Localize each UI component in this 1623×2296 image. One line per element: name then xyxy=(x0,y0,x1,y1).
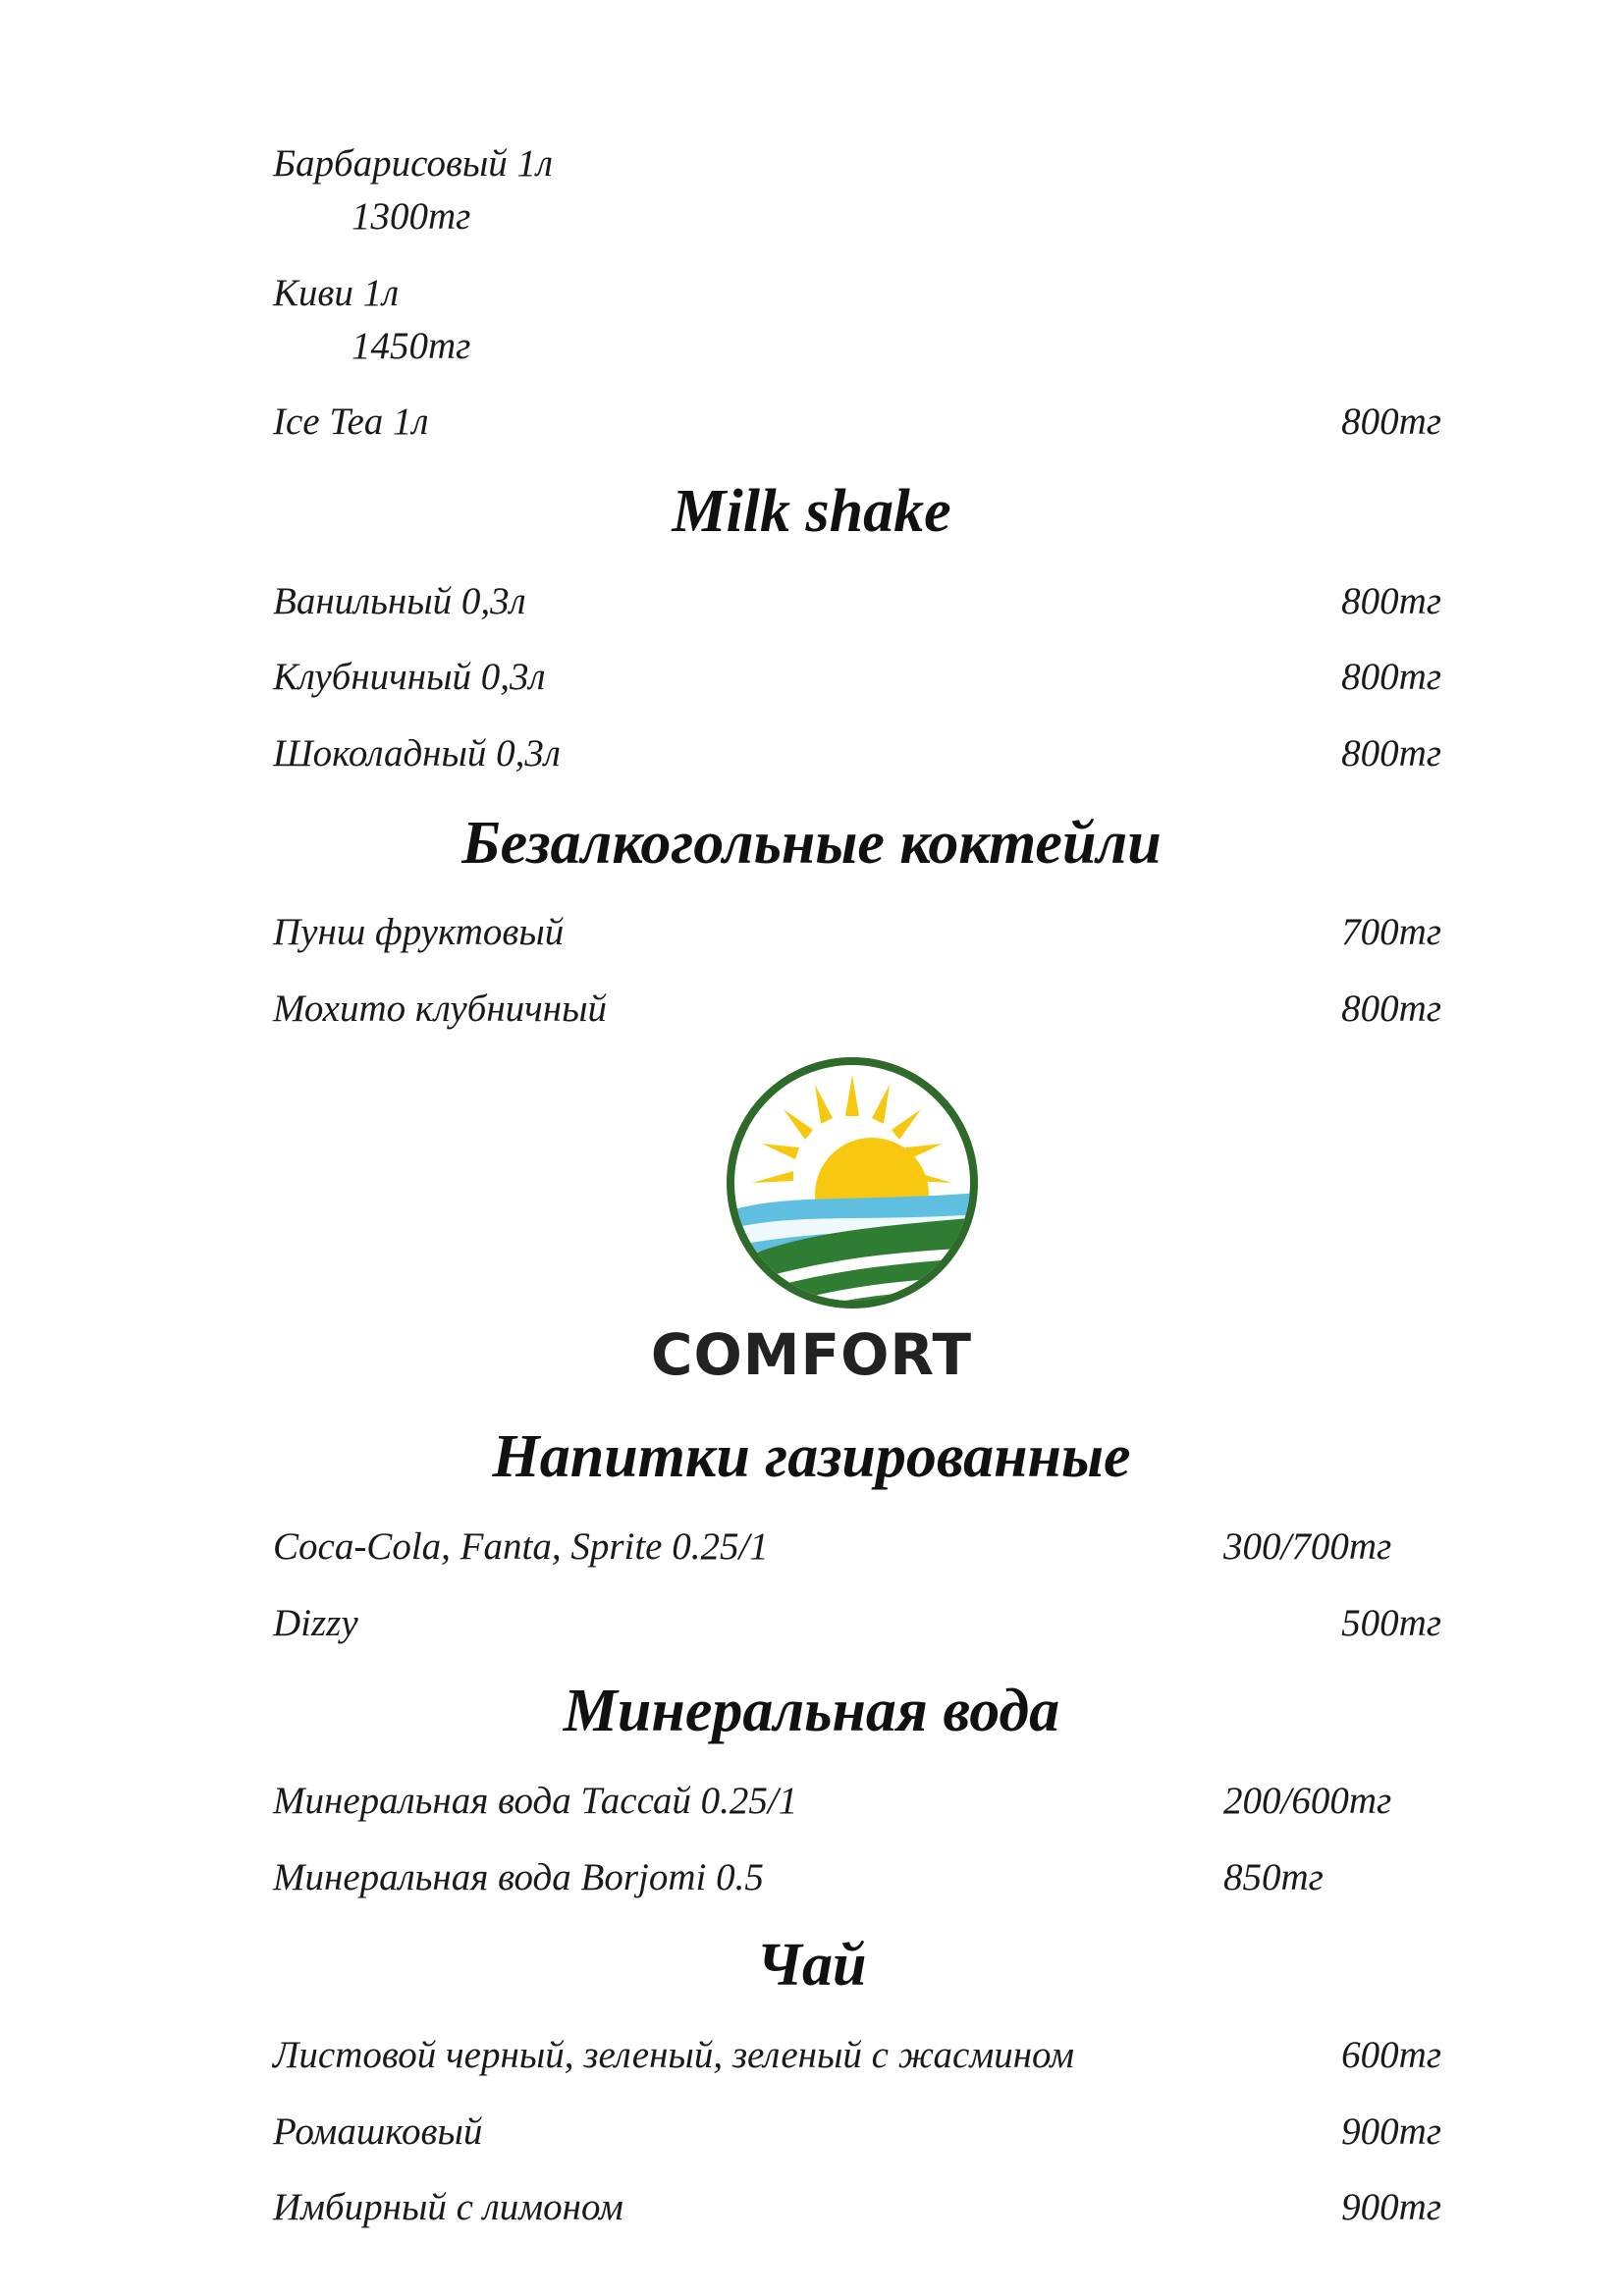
logo-text: COMFORT xyxy=(650,1321,973,1388)
item-name: Имбирный с лимоном xyxy=(273,2186,623,2228)
item-price: 850тг xyxy=(1223,1856,1324,1898)
section-title: Безалкогольные коктейли xyxy=(461,810,1162,877)
item-name: Dizzy xyxy=(273,1602,358,1644)
section-title: Напитки газированные xyxy=(492,1423,1131,1490)
item-name: Барбарисовый 1л xyxy=(273,142,554,185)
section-title: Чай xyxy=(756,1932,867,1999)
item-price: 1300тг xyxy=(352,195,471,238)
item-price: 600тг xyxy=(1341,2034,1441,2076)
item-price: 900тг xyxy=(1341,2110,1441,2153)
item-price: 800тг xyxy=(1341,988,1441,1030)
item-price: 800тг xyxy=(1341,580,1441,622)
item-price: 900тг xyxy=(1341,2186,1441,2228)
item-name: Минеральная вода Тассай 0.25/1 xyxy=(273,1780,798,1822)
item-name: Ромашковый xyxy=(273,2110,483,2153)
item-name: Coca-Cola, Fanta, Sprite 0.25/1 xyxy=(273,1525,769,1568)
item-price: 700тг xyxy=(1341,911,1441,953)
item-name: Ice Tea 1л xyxy=(273,400,429,443)
item-name: Ванильный 0,3л xyxy=(273,580,526,622)
item-price: 200/600тг xyxy=(1223,1780,1392,1822)
item-price: 800тг xyxy=(1341,656,1441,698)
section-title: Milk shake xyxy=(672,478,951,545)
item-name: Листовой черный, зеленый, зеленый с жасмином xyxy=(273,2034,1074,2076)
item-name: Минеральная вода Borjomi 0.5 xyxy=(273,1856,764,1898)
item-name: Клубничный 0,3л xyxy=(273,656,546,698)
item-price: 500тг xyxy=(1341,1602,1441,1644)
item-name: Шоколадный 0,3л xyxy=(273,732,561,774)
item-name: Пунш фруктовый xyxy=(273,911,565,953)
item-name: Киви 1л xyxy=(273,272,400,314)
item-price: 800тг xyxy=(1341,732,1441,774)
item-price: 800тг xyxy=(1341,400,1441,443)
section-title: Минеральная вода xyxy=(563,1678,1060,1744)
item-price: 1450тг xyxy=(352,325,471,367)
item-name: Мохито клубничный xyxy=(273,988,608,1030)
item-price: 300/700тг xyxy=(1223,1525,1392,1568)
